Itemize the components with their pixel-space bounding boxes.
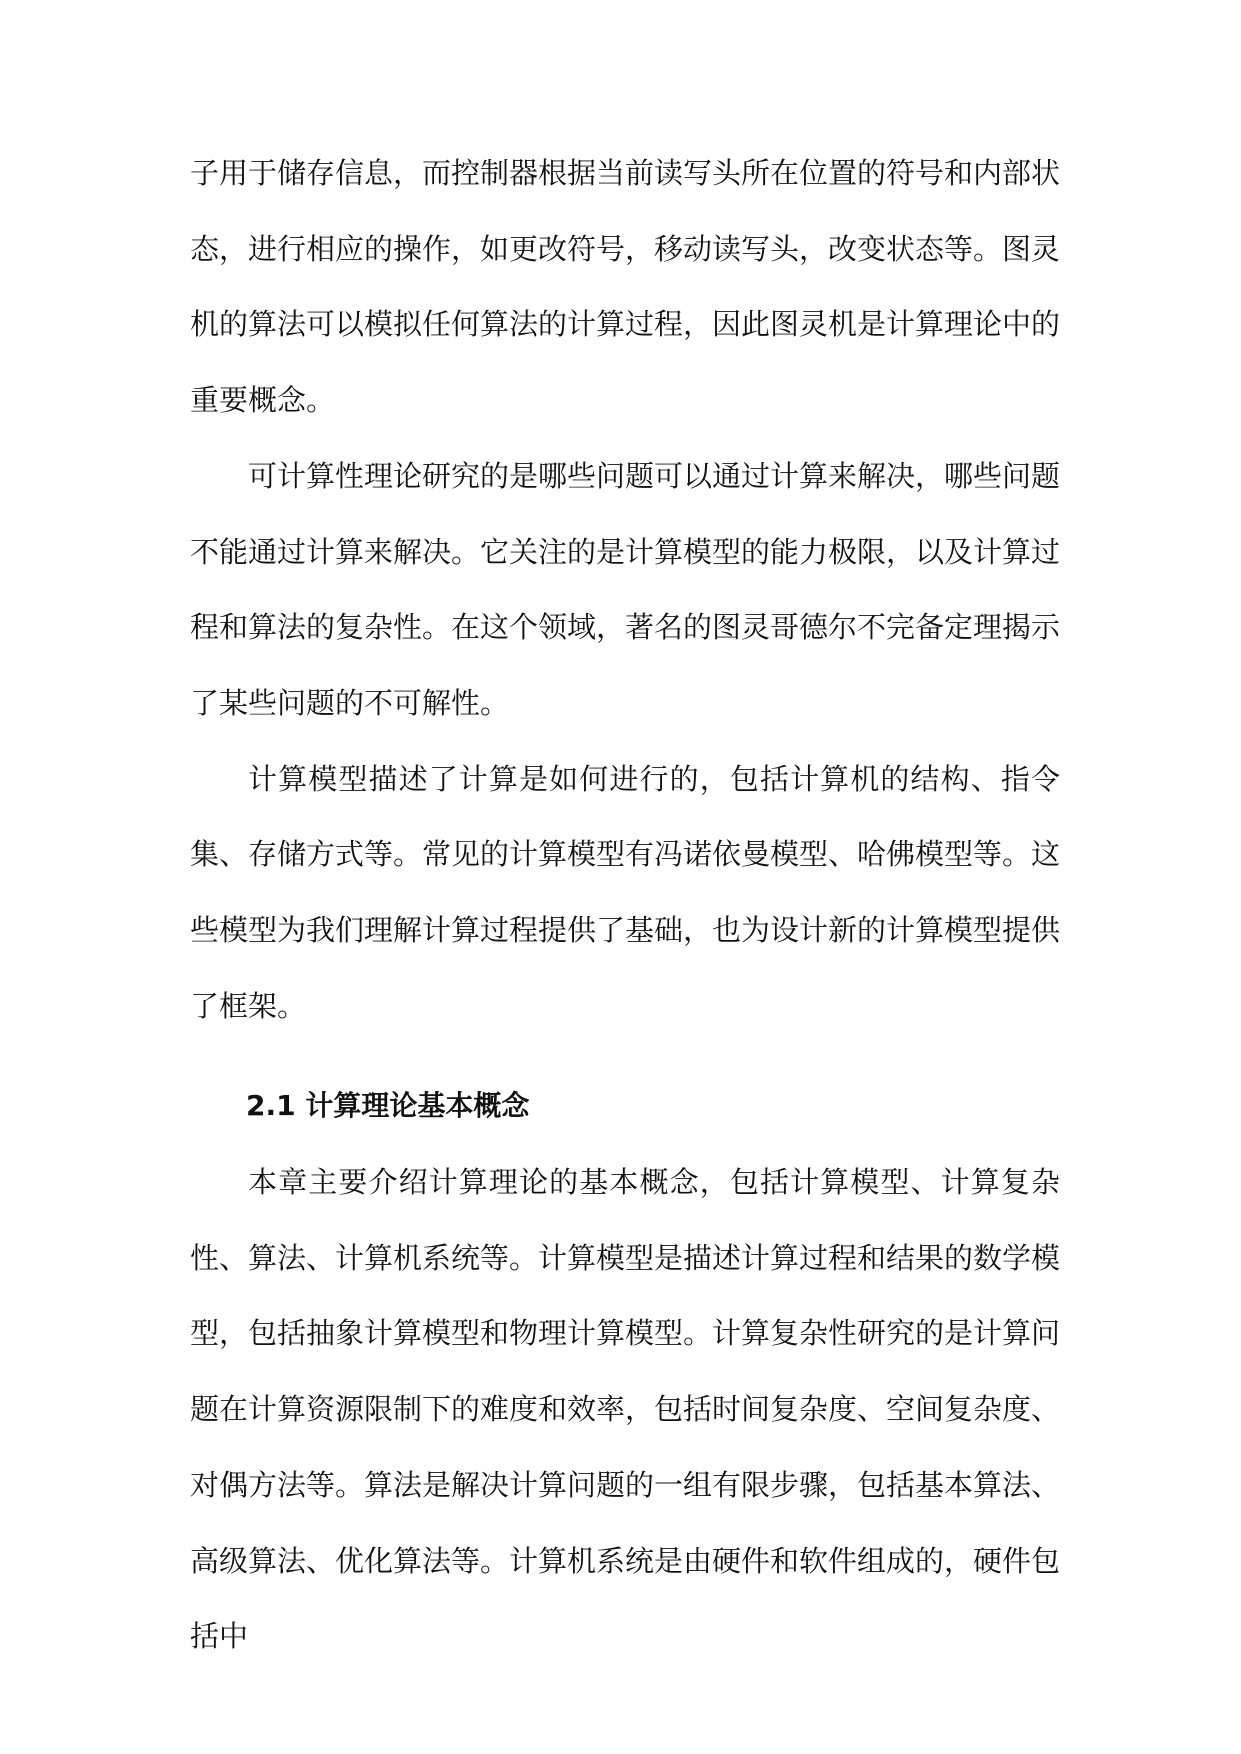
- paragraph-continued: 子用于储存信息，而控制器根据当前读写头所在位置的符号和内部状态，进行相应的操作，如更改符号，移动读写头，改变状态等。图灵机的算法可以模拟任何算法的计算过程，因此图灵机是计算理论中的重要概念。: [190, 156, 1061, 418]
- paragraph-computability: 可计算性理论研究的是哪些问题可以通过计算来解决，哪些问题不能通过计算来解决。它关注的是计算模型的能力极限，以及计算过程和算法的复杂性。在这个领域，著名的图灵哥德尔不完备定理揭示了某些问题的不可解性。: [190, 458, 1061, 720]
- body-text-bottom: [190, 1145, 1060, 1675]
- body-text-top: [190, 136, 1060, 1044]
- paragraph-chapter-intro: 本章主要介绍计算理论的基本概念，包括计算模型、计算复杂性、算法、计算机系统等。计算模型是描述计算过程和结果的数学模型，包括抽象计算模型和物理计算模型。计算复杂性研究的是计算问题在计算资源限制下的难度和效率，包括时间复杂度、空间复杂度、对偶方法等。算法是解决计算问题的一组有限步骤，包括基本算法、高级算法、优化算法等。计算机系统是由硬件和软件组成的，硬件包括中: [190, 1165, 1061, 1654]
- paragraph-computation-model: 计算模型描述了计算是如何进行的，包括计算机的结构、指令集、存储方式等。常见的计算模型有冯诺依曼模型、哈佛模型等。这些模型为我们理解计算过程提供了基础，也为设计新的计算模型提供了框架。: [190, 761, 1061, 1023]
- section-heading: 2.1 计算理论基本概念: [246, 1089, 530, 1122]
